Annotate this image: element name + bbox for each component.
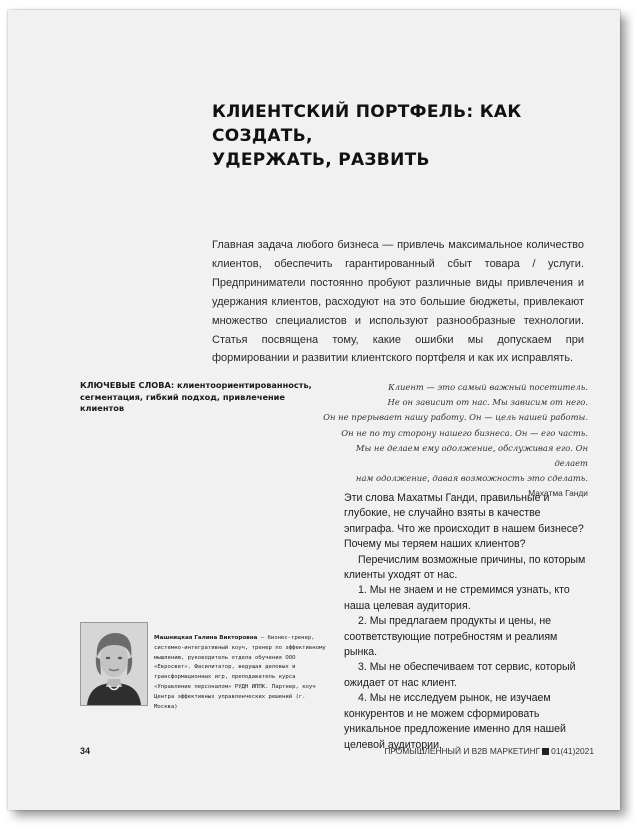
article-title-line-1: КЛИЕНТСКИЙ ПОРТФЕЛЬ: КАК СОЗДАТЬ,: [212, 102, 522, 146]
epigraph-line: Он не по ту сторону нашего бизнеса. Он — его часть.: [341, 427, 588, 438]
epigraph: [322, 380, 588, 502]
body-paragraph: Эти слова Махатмы Ганди, правильные и глубокие, не случайно взяты в качестве эпиграфа. Что же происходит в нашем бизнесе? Почему мы теряем наших клиентов?: [344, 492, 584, 551]
reason-item: 2. Мы предлагаем продукты и цены, не соответствующие потребностям и реалиям рынка.: [344, 615, 558, 659]
epigraph-line: нам одолжение, давая возможность это сделать.: [355, 473, 588, 484]
body-paragraph: Перечислим возможные причины, по которым клиенты уходят от нас.: [344, 553, 586, 582]
epigraph-author: Махатма Ганди: [528, 488, 588, 499]
page-number: 34: [80, 746, 91, 756]
square-bullet-icon: [542, 748, 549, 755]
author-description: — бизнес-тренер, системно-интегративный коуч, тренер по эффективному мышлению, руководитель отдела обучения ООО «Евросвет». Фасилитатор, ведущая деловых и трансформационных игр, преподаватель курса «Управление персоналом» РУДН ИППК. Партнер, коуч Центра эффективных управленческих решений (г. Москва): [154, 635, 326, 710]
epigraph-line: Клиент — это самый важный посетитель.: [388, 382, 588, 392]
article-title-line-2: УДЕРЖАТЬ, РАЗВИТЬ: [212, 150, 430, 170]
reason-item: 1. Мы не знаем и не стремимся узнать, кто наша целевая аудитория.: [344, 584, 570, 612]
keywords-label: КЛЮЧЕВЫЕ СЛОВА:: [80, 380, 175, 390]
epigraph-line: Он не прерывает нашу работу. Он — цель нашей работы.: [323, 412, 588, 423]
keywords-text: клиентоориентированность, сегментация, гибкий подход, привлечение клиентов: [80, 380, 312, 413]
journal-name: ПРОМЫШЛЕННЫЙ И B2B МАРКЕТИНГ: [384, 746, 541, 756]
author-bio: [154, 634, 326, 712]
author-name: Машницкая Галина Викторовна: [154, 635, 258, 641]
issue-number: 01(41)2021: [551, 746, 594, 756]
article-body: [344, 491, 590, 753]
epigraph-line: Не он зависит от нас. Мы зависим от него.: [387, 397, 588, 408]
epigraph-line: Мы не делаем ему одолжение, обслуживая его. Он делает: [355, 442, 588, 469]
reason-item: 3. Мы не обеспечиваем тот сервис, который ожидает от нас клиент.: [344, 661, 576, 689]
article-lead: Главная задача любого бизнеса — привлечь максимальное количество клиентов, обеспечить гарантированный сбыт товара / услуги. Предприниматели постоянно пробуют различные виды привлечения и удержания клиентов, расходуют на это большие бюджеты, привлекают множество специалистов и используют разнообразные технологии. Статья посвящена тому, какие ошибки мы допускаем при формировании и развитии клиентского портфеля и как их исправлять.: [212, 239, 584, 365]
running-footer: [384, 746, 594, 756]
reason-item: 4. Мы не исследуем рынок, не изучаем конкурентов и не можем сформировать уникальное предложение именно для нашей целевой аудитории.: [344, 692, 566, 751]
article-title: [212, 100, 612, 172]
keywords-block: [80, 380, 320, 415]
author-photo: [80, 622, 148, 706]
author-portrait-icon: [81, 623, 147, 705]
